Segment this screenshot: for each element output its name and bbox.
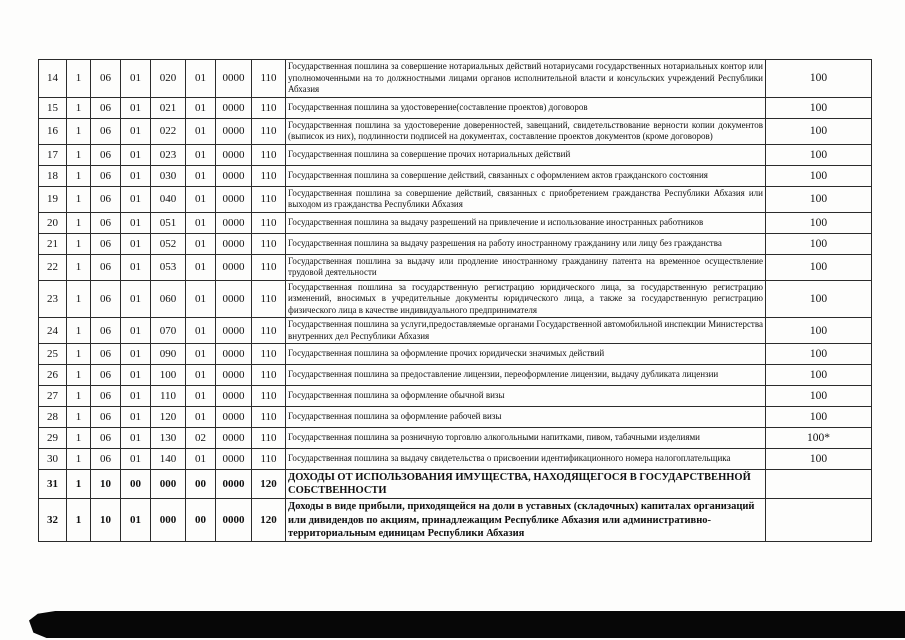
table-row bbox=[39, 386, 872, 407]
row-number-cell: 32 bbox=[39, 499, 67, 541]
rate-value-cell: 100 bbox=[766, 280, 872, 318]
description-cell: Государственная пошлина за совершение действий, связанных с оформлением актов гражданского состояния bbox=[286, 165, 766, 186]
budget-code-cell: 01 bbox=[186, 254, 216, 280]
budget-code-cell: 0000 bbox=[216, 212, 252, 233]
budget-code-cell: 0000 bbox=[216, 318, 252, 344]
budget-code-cell: 0000 bbox=[216, 233, 252, 254]
table-row bbox=[39, 365, 872, 386]
budget-code-cell: 00 bbox=[186, 499, 216, 541]
rate-value-cell: 100 bbox=[766, 407, 872, 428]
description-cell: Государственная пошлина за услуги,предоставляемые органами Государственной автомобильной инспекции Министерства внутренних дел Республики Абхазия bbox=[286, 318, 766, 344]
budget-code-cell: 01 bbox=[121, 60, 151, 98]
budget-code-cell: 0000 bbox=[216, 186, 252, 212]
budget-code-cell: 040 bbox=[151, 186, 186, 212]
budget-code-cell: 06 bbox=[91, 97, 121, 118]
budget-code-cell: 053 bbox=[151, 254, 186, 280]
rate-value-cell: 100* bbox=[766, 428, 872, 449]
budget-code-cell: 030 bbox=[151, 165, 186, 186]
budget-code-cell: 01 bbox=[186, 449, 216, 470]
description-cell: Государственная пошлина за оформление обычной визы bbox=[286, 386, 766, 407]
rate-value-cell: 100 bbox=[766, 186, 872, 212]
budget-code-cell: 06 bbox=[91, 254, 121, 280]
budget-code-cell: 110 bbox=[252, 144, 286, 165]
row-number-cell: 19 bbox=[39, 186, 67, 212]
budget-code-cell: 01 bbox=[186, 60, 216, 98]
rate-value-cell: 100 bbox=[766, 254, 872, 280]
table-row bbox=[39, 233, 872, 254]
budget-code-cell: 06 bbox=[91, 60, 121, 98]
budget-code-cell: 0000 bbox=[216, 365, 252, 386]
rate-value-cell: 100 bbox=[766, 233, 872, 254]
state-duty-rate-table bbox=[38, 59, 872, 542]
description-cell: Государственная пошлина за совершение прочих нотариальных действий bbox=[286, 144, 766, 165]
budget-code-cell: 1 bbox=[67, 280, 91, 318]
rate-value-cell bbox=[766, 470, 872, 499]
budget-code-cell: 1 bbox=[67, 499, 91, 541]
budget-code-cell: 110 bbox=[252, 165, 286, 186]
budget-code-cell: 01 bbox=[186, 212, 216, 233]
budget-code-cell: 01 bbox=[186, 344, 216, 365]
budget-code-cell: 01 bbox=[121, 254, 151, 280]
budget-code-cell: 052 bbox=[151, 233, 186, 254]
budget-code-cell: 0000 bbox=[216, 449, 252, 470]
row-number-cell: 31 bbox=[39, 470, 67, 499]
budget-code-cell: 01 bbox=[121, 449, 151, 470]
row-number-cell: 27 bbox=[39, 386, 67, 407]
budget-code-cell: 01 bbox=[186, 407, 216, 428]
budget-code-cell: 0000 bbox=[216, 344, 252, 365]
row-number-cell: 18 bbox=[39, 165, 67, 186]
budget-code-cell: 120 bbox=[151, 407, 186, 428]
budget-code-cell: 01 bbox=[186, 97, 216, 118]
budget-code-cell: 1 bbox=[67, 186, 91, 212]
budget-code-cell: 140 bbox=[151, 449, 186, 470]
table-row bbox=[39, 280, 872, 318]
budget-code-cell: 01 bbox=[121, 118, 151, 144]
row-number-cell: 23 bbox=[39, 280, 67, 318]
budget-code-cell: 0000 bbox=[216, 499, 252, 541]
budget-code-cell: 1 bbox=[67, 365, 91, 386]
budget-code-cell: 1 bbox=[67, 318, 91, 344]
budget-code-cell: 110 bbox=[252, 365, 286, 386]
table-row bbox=[39, 254, 872, 280]
description-cell: Государственная пошлина за удостоверение доверенностей, завещаний, свидетельствование верности копии документов (выписок из них), подлинности подписей на документах, составление проектов документов (кроме договоров) bbox=[286, 118, 766, 144]
budget-code-cell: 06 bbox=[91, 165, 121, 186]
budget-code-cell: 120 bbox=[252, 499, 286, 541]
description-cell: Доходы в виде прибыли, приходящейся на доли в уставных (складочных) капиталах организаций или дивидендов по акциям, принадлежащим Республике Абхазия или административно-территориальным единицам Республики Абхазия bbox=[286, 499, 766, 541]
description-cell: Государственная пошлина за оформление рабочей визы bbox=[286, 407, 766, 428]
budget-code-cell: 110 bbox=[252, 280, 286, 318]
description-cell: Государственная пошлина за предоставление лицензии, переоформление лицензии, выдачу дубликата лицензии bbox=[286, 365, 766, 386]
budget-code-cell: 090 bbox=[151, 344, 186, 365]
table-row bbox=[39, 118, 872, 144]
budget-code-cell: 1 bbox=[67, 212, 91, 233]
table-row bbox=[39, 470, 872, 499]
budget-code-cell: 110 bbox=[252, 233, 286, 254]
budget-code-cell: 1 bbox=[67, 165, 91, 186]
budget-code-cell: 110 bbox=[151, 386, 186, 407]
description-cell: Государственная пошлина за совершение действий, связанных с приобретением гражданства Республики Абхазия или выходом из гражданства Республики Абхазия bbox=[286, 186, 766, 212]
rate-value-cell bbox=[766, 499, 872, 541]
budget-code-cell: 01 bbox=[186, 318, 216, 344]
description-cell: Государственная пошлина за розничную торговлю алкогольными напитками, пивом, табачными изделиями bbox=[286, 428, 766, 449]
table-row bbox=[39, 428, 872, 449]
budget-code-cell: 01 bbox=[121, 344, 151, 365]
row-number-cell: 15 bbox=[39, 97, 67, 118]
table-row bbox=[39, 186, 872, 212]
budget-code-cell: 070 bbox=[151, 318, 186, 344]
rate-value-cell: 100 bbox=[766, 97, 872, 118]
row-number-cell: 26 bbox=[39, 365, 67, 386]
budget-code-cell: 0000 bbox=[216, 280, 252, 318]
row-number-cell: 16 bbox=[39, 118, 67, 144]
description-cell: Государственная пошлина за выдачу разрешений на привлечение и использование иностранных работников bbox=[286, 212, 766, 233]
rate-value-cell: 100 bbox=[766, 60, 872, 98]
budget-code-cell: 01 bbox=[186, 186, 216, 212]
table-row bbox=[39, 449, 872, 470]
budget-code-cell: 110 bbox=[252, 386, 286, 407]
table-row bbox=[39, 144, 872, 165]
rate-value-cell: 100 bbox=[766, 318, 872, 344]
budget-code-cell: 0000 bbox=[216, 97, 252, 118]
budget-code-cell: 1 bbox=[67, 344, 91, 365]
rate-value-cell: 100 bbox=[766, 144, 872, 165]
budget-code-cell: 000 bbox=[151, 499, 186, 541]
budget-code-cell: 1 bbox=[67, 407, 91, 428]
budget-code-cell: 00 bbox=[121, 470, 151, 499]
budget-code-cell: 1 bbox=[67, 449, 91, 470]
budget-code-cell: 130 bbox=[151, 428, 186, 449]
budget-code-cell: 01 bbox=[121, 365, 151, 386]
budget-code-cell: 110 bbox=[252, 407, 286, 428]
budget-code-cell: 01 bbox=[186, 233, 216, 254]
budget-code-cell: 060 bbox=[151, 280, 186, 318]
row-number-cell: 17 bbox=[39, 144, 67, 165]
budget-code-cell: 110 bbox=[252, 212, 286, 233]
budget-code-cell: 06 bbox=[91, 344, 121, 365]
budget-code-cell: 01 bbox=[121, 280, 151, 318]
budget-code-cell: 01 bbox=[121, 386, 151, 407]
budget-code-cell: 1 bbox=[67, 97, 91, 118]
budget-code-cell: 01 bbox=[121, 144, 151, 165]
budget-code-cell: 1 bbox=[67, 386, 91, 407]
budget-code-cell: 110 bbox=[252, 254, 286, 280]
description-cell: ДОХОДЫ ОТ ИСПОЛЬЗОВАНИЯ ИМУЩЕСТВА, НАХОДЯЩЕГОСЯ В ГОСУДАРСТВЕННОЙ СОБСТВЕННОСТИ bbox=[286, 470, 766, 499]
budget-code-cell: 1 bbox=[67, 233, 91, 254]
budget-code-cell: 01 bbox=[121, 233, 151, 254]
rate-value-cell: 100 bbox=[766, 165, 872, 186]
budget-code-cell: 01 bbox=[186, 386, 216, 407]
budget-code-cell: 01 bbox=[121, 428, 151, 449]
budget-code-cell: 06 bbox=[91, 144, 121, 165]
budget-code-cell: 01 bbox=[121, 407, 151, 428]
budget-code-cell: 10 bbox=[91, 499, 121, 541]
row-number-cell: 22 bbox=[39, 254, 67, 280]
budget-code-cell: 021 bbox=[151, 97, 186, 118]
description-cell: Государственная пошлина за выдачу свидетельства о присвоении идентификационного номера налогоплательщика bbox=[286, 449, 766, 470]
budget-code-cell: 02 bbox=[186, 428, 216, 449]
rate-value-cell: 100 bbox=[766, 449, 872, 470]
budget-code-cell: 01 bbox=[186, 365, 216, 386]
budget-code-cell: 0000 bbox=[216, 254, 252, 280]
budget-code-cell: 06 bbox=[91, 318, 121, 344]
budget-code-cell: 0000 bbox=[216, 407, 252, 428]
budget-code-cell: 000 bbox=[151, 470, 186, 499]
budget-code-cell: 110 bbox=[252, 318, 286, 344]
budget-code-cell: 1 bbox=[67, 60, 91, 98]
budget-code-cell: 01 bbox=[121, 212, 151, 233]
row-number-cell: 21 bbox=[39, 233, 67, 254]
rate-value-cell: 100 bbox=[766, 365, 872, 386]
budget-code-cell: 110 bbox=[252, 118, 286, 144]
table-row bbox=[39, 165, 872, 186]
budget-code-cell: 01 bbox=[186, 165, 216, 186]
budget-code-cell: 0000 bbox=[216, 118, 252, 144]
budget-code-cell: 0000 bbox=[216, 428, 252, 449]
table-row bbox=[39, 212, 872, 233]
budget-code-cell: 06 bbox=[91, 212, 121, 233]
description-cell: Государственная пошлина за выдачу или продление иностранному гражданину патента на временное осуществление трудовой деятельности bbox=[286, 254, 766, 280]
table-row bbox=[39, 97, 872, 118]
rate-value-cell: 100 bbox=[766, 212, 872, 233]
budget-code-cell: 01 bbox=[121, 165, 151, 186]
budget-code-cell: 0000 bbox=[216, 60, 252, 98]
budget-code-cell: 06 bbox=[91, 407, 121, 428]
budget-code-cell: 110 bbox=[252, 186, 286, 212]
budget-code-cell: 110 bbox=[252, 60, 286, 98]
table-row bbox=[39, 499, 872, 541]
budget-code-cell: 110 bbox=[252, 97, 286, 118]
description-cell: Государственная пошлина за удостоверение(составление проектов) договоров bbox=[286, 97, 766, 118]
budget-code-cell: 01 bbox=[121, 186, 151, 212]
budget-code-cell: 01 bbox=[186, 144, 216, 165]
rate-value-cell: 100 bbox=[766, 344, 872, 365]
budget-code-cell: 0000 bbox=[216, 386, 252, 407]
row-number-cell: 30 bbox=[39, 449, 67, 470]
rate-value-cell: 100 bbox=[766, 118, 872, 144]
description-cell: Государственная пошлина за выдачу разрешения на работу иностранному гражданину или лицу без гражданства bbox=[286, 233, 766, 254]
budget-code-cell: 01 bbox=[121, 97, 151, 118]
budget-code-cell: 1 bbox=[67, 118, 91, 144]
budget-code-cell: 01 bbox=[186, 118, 216, 144]
budget-code-cell: 06 bbox=[91, 280, 121, 318]
budget-code-cell: 100 bbox=[151, 365, 186, 386]
budget-code-cell: 0000 bbox=[216, 165, 252, 186]
table-row bbox=[39, 407, 872, 428]
budget-code-cell: 020 bbox=[151, 60, 186, 98]
description-cell: Государственная пошлина за совершение нотариальных действий нотариусами государственных нотариальных контор или уполномоченными на то должностными лицами органов исполнительной власти и консульских учреждений Республики Абхазия bbox=[286, 60, 766, 98]
description-cell: Государственная пошлина за государственную регистрацию юридического лица, за государственную регистрацию изменений, вносимых в учредительные документы юридического лица, а также за государственную регистрацию физического лица в качестве индивидуального предпринимателя bbox=[286, 280, 766, 318]
budget-code-cell: 06 bbox=[91, 118, 121, 144]
budget-code-cell: 110 bbox=[252, 449, 286, 470]
budget-code-cell: 1 bbox=[67, 144, 91, 165]
budget-code-cell: 110 bbox=[252, 428, 286, 449]
budget-code-cell: 023 bbox=[151, 144, 186, 165]
table-row bbox=[39, 344, 872, 365]
row-number-cell: 20 bbox=[39, 212, 67, 233]
rate-value-cell: 100 bbox=[766, 386, 872, 407]
row-number-cell: 28 bbox=[39, 407, 67, 428]
row-number-cell: 25 bbox=[39, 344, 67, 365]
rate-table-body bbox=[39, 60, 872, 542]
row-number-cell: 29 bbox=[39, 428, 67, 449]
budget-code-cell: 1 bbox=[67, 470, 91, 499]
budget-code-cell: 06 bbox=[91, 233, 121, 254]
row-number-cell: 24 bbox=[39, 318, 67, 344]
budget-code-cell: 01 bbox=[121, 318, 151, 344]
budget-code-cell: 10 bbox=[91, 470, 121, 499]
budget-code-cell: 01 bbox=[121, 499, 151, 541]
description-cell: Государственная пошлина за оформление прочих юридически значимых действий bbox=[286, 344, 766, 365]
budget-code-cell: 06 bbox=[91, 365, 121, 386]
budget-code-cell: 06 bbox=[91, 386, 121, 407]
budget-code-cell: 120 bbox=[252, 470, 286, 499]
budget-code-cell: 110 bbox=[252, 344, 286, 365]
table-row bbox=[39, 318, 872, 344]
budget-code-cell: 06 bbox=[91, 449, 121, 470]
budget-code-cell: 1 bbox=[67, 254, 91, 280]
budget-code-cell: 022 bbox=[151, 118, 186, 144]
budget-code-cell: 01 bbox=[186, 280, 216, 318]
budget-code-cell: 06 bbox=[91, 186, 121, 212]
row-number-cell: 14 bbox=[39, 60, 67, 98]
budget-code-cell: 0000 bbox=[216, 144, 252, 165]
scan-artifact-black-bar bbox=[29, 611, 905, 638]
budget-code-cell: 0000 bbox=[216, 470, 252, 499]
budget-code-cell: 00 bbox=[186, 470, 216, 499]
budget-code-cell: 06 bbox=[91, 428, 121, 449]
budget-code-cell: 051 bbox=[151, 212, 186, 233]
budget-code-cell: 1 bbox=[67, 428, 91, 449]
table-row bbox=[39, 60, 872, 98]
